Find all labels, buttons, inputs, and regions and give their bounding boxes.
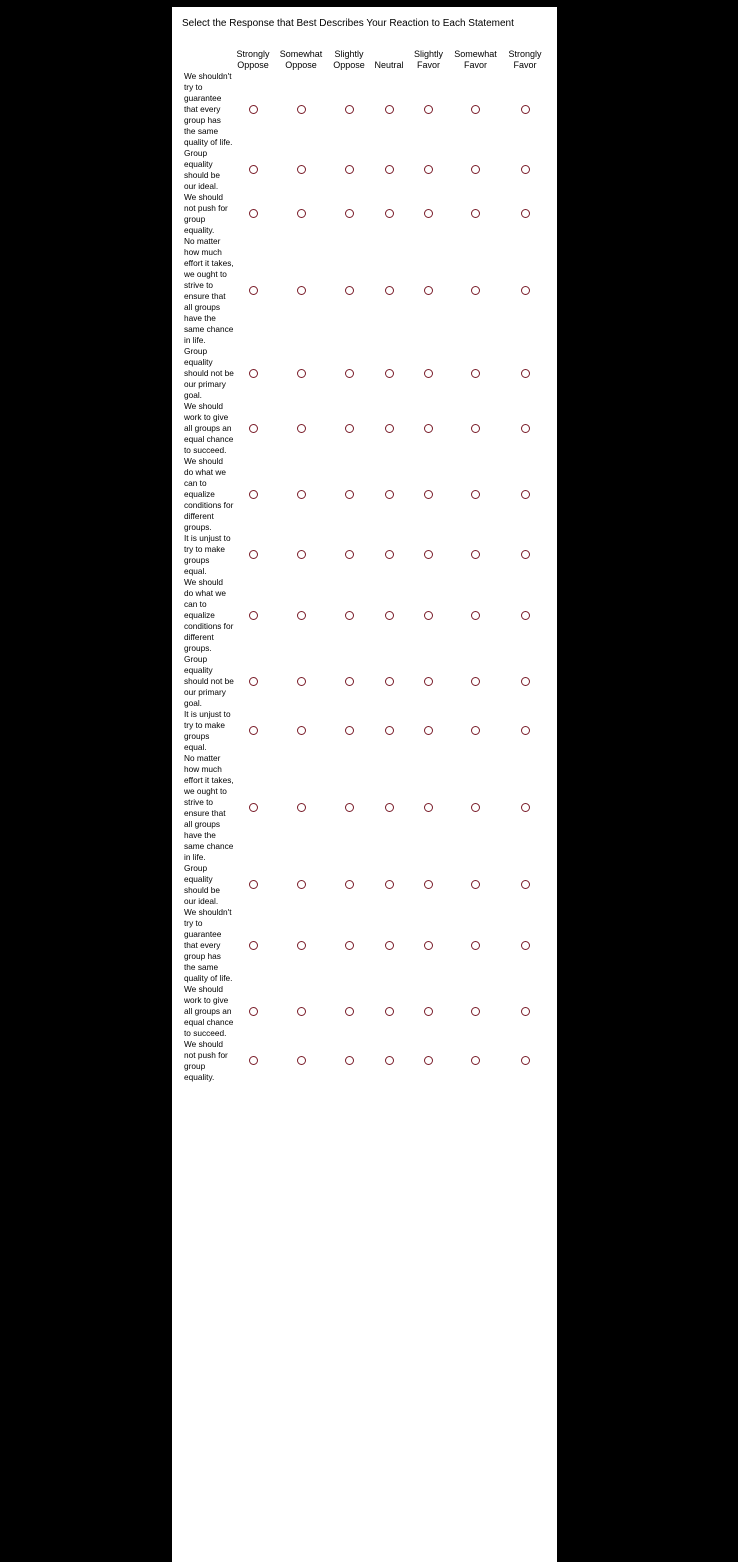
- radio-cell: [272, 192, 330, 236]
- radio-somewhat-oppose[interactable]: [297, 165, 306, 174]
- radio-slightly-favor[interactable]: [424, 165, 433, 174]
- radio-somewhat-oppose[interactable]: [297, 550, 306, 559]
- radio-somewhat-favor[interactable]: [471, 209, 480, 218]
- radio-strongly-favor[interactable]: [521, 1056, 530, 1065]
- radio-cell: [447, 346, 504, 401]
- question-title: Select the Response that Best Describes Your Reaction to Each Statement: [182, 18, 514, 29]
- radio-cell: [504, 577, 546, 654]
- radio-cell: [504, 654, 546, 709]
- survey-panel: [172, 7, 557, 1562]
- radio-somewhat-oppose[interactable]: [297, 941, 306, 950]
- radio-cell: [504, 863, 546, 907]
- radio-slightly-oppose[interactable]: [345, 209, 354, 218]
- radio-cell: [447, 148, 504, 192]
- statement-text: We shouldn't try to guarantee that every group has the same quality of life.: [184, 907, 233, 983]
- statement-row: [184, 346, 546, 401]
- radio-slightly-favor[interactable]: [424, 550, 433, 559]
- radio-cell: [234, 654, 272, 709]
- statement-text: It is unjust to try to make groups equal.: [184, 709, 231, 752]
- radio-cell: [447, 1039, 504, 1083]
- radio-cell: [504, 346, 546, 401]
- radio-strongly-favor[interactable]: [521, 105, 530, 114]
- statement-text: No matter how much effort it takes, we ought to strive to ensure that all groups have the same chance in life.: [184, 236, 234, 345]
- radio-slightly-favor[interactable]: [424, 941, 433, 950]
- radio-slightly-oppose[interactable]: [345, 941, 354, 950]
- radio-strongly-favor[interactable]: [521, 611, 530, 620]
- radio-cell: [410, 577, 447, 654]
- radio-cell: [272, 654, 330, 709]
- radio-cell: [330, 456, 368, 533]
- radio-cell: [234, 401, 272, 456]
- radio-cell: [272, 401, 330, 456]
- radio-neutral[interactable]: [385, 424, 394, 433]
- radio-cell: [504, 236, 546, 346]
- radio-somewhat-favor[interactable]: [471, 550, 480, 559]
- radio-cell: [368, 577, 410, 654]
- radio-strongly-oppose[interactable]: [249, 611, 258, 620]
- radio-cell: [368, 236, 410, 346]
- radio-cell: [410, 863, 447, 907]
- radio-cell: [234, 71, 272, 148]
- radio-slightly-favor[interactable]: [424, 880, 433, 889]
- radio-neutral[interactable]: [385, 803, 394, 812]
- radio-cell: [234, 456, 272, 533]
- radio-somewhat-oppose[interactable]: [297, 1007, 306, 1016]
- statement-row: [184, 984, 546, 1039]
- radio-neutral[interactable]: [385, 677, 394, 686]
- statement-text: Group equality should not be our primary goal.: [184, 654, 234, 708]
- statement-row: [184, 71, 546, 148]
- radio-somewhat-favor[interactable]: [471, 369, 480, 378]
- radio-strongly-oppose[interactable]: [249, 880, 258, 889]
- statement-text: We should work to give all groups an equal chance to succeed.: [184, 401, 234, 455]
- radio-slightly-oppose[interactable]: [345, 1007, 354, 1016]
- radio-cell: [272, 236, 330, 346]
- radio-strongly-favor[interactable]: [521, 165, 530, 174]
- radio-slightly-oppose[interactable]: [345, 803, 354, 812]
- radio-neutral[interactable]: [385, 550, 394, 559]
- radio-somewhat-oppose[interactable]: [297, 880, 306, 889]
- radio-cell: [410, 236, 447, 346]
- radio-cell: [410, 984, 447, 1039]
- radio-strongly-oppose[interactable]: [249, 550, 258, 559]
- radio-cell: [330, 753, 368, 863]
- radio-slightly-oppose[interactable]: [345, 880, 354, 889]
- radio-somewhat-oppose[interactable]: [297, 490, 306, 499]
- statement-header: [184, 45, 234, 71]
- statement-text: We should do what we can to equalize conditions for different groups.: [184, 456, 234, 532]
- statement-text: No matter how much effort it takes, we ought to strive to ensure that all groups have the same chance in life.: [184, 753, 234, 862]
- statement-row: [184, 456, 546, 533]
- radio-somewhat-favor[interactable]: [471, 105, 480, 114]
- radio-neutral[interactable]: [385, 369, 394, 378]
- radio-cell: [330, 236, 368, 346]
- radio-neutral[interactable]: [385, 286, 394, 295]
- radio-somewhat-oppose[interactable]: [297, 369, 306, 378]
- radio-cell: [272, 456, 330, 533]
- radio-cell: [504, 984, 546, 1039]
- radio-cell: [504, 709, 546, 753]
- radio-cell: [272, 577, 330, 654]
- radio-cell: [272, 148, 330, 192]
- radio-somewhat-favor[interactable]: [471, 424, 480, 433]
- radio-strongly-oppose[interactable]: [249, 424, 258, 433]
- radio-cell: [410, 907, 447, 984]
- likert-matrix: [184, 45, 546, 1083]
- radio-strongly-oppose[interactable]: [249, 941, 258, 950]
- radio-cell: [368, 654, 410, 709]
- radio-cell: [504, 148, 546, 192]
- radio-somewhat-favor[interactable]: [471, 165, 480, 174]
- radio-cell: [410, 709, 447, 753]
- radio-cell: [504, 192, 546, 236]
- radio-neutral[interactable]: [385, 1056, 394, 1065]
- radio-strongly-oppose[interactable]: [249, 803, 258, 812]
- radio-slightly-oppose[interactable]: [345, 165, 354, 174]
- statement-row: [184, 753, 546, 863]
- statement-row: [184, 192, 546, 236]
- radio-cell: [504, 1039, 546, 1083]
- radio-strongly-oppose[interactable]: [249, 209, 258, 218]
- statement-rows: [184, 71, 546, 1083]
- radio-slightly-favor[interactable]: [424, 105, 433, 114]
- radio-cell: [272, 984, 330, 1039]
- radio-strongly-oppose[interactable]: [249, 105, 258, 114]
- radio-neutral[interactable]: [385, 105, 394, 114]
- radio-somewhat-favor[interactable]: [471, 880, 480, 889]
- radio-cell: [272, 709, 330, 753]
- radio-strongly-favor[interactable]: [521, 726, 530, 735]
- scale-header-slightly-favor: Slightly Favor: [413, 49, 443, 70]
- radio-slightly-favor[interactable]: [424, 1056, 433, 1065]
- radio-somewhat-favor[interactable]: [471, 286, 480, 295]
- radio-somewhat-oppose[interactable]: [297, 424, 306, 433]
- radio-neutral[interactable]: [385, 941, 394, 950]
- radio-slightly-oppose[interactable]: [345, 105, 354, 114]
- radio-slightly-favor[interactable]: [424, 286, 433, 295]
- radio-cell: [234, 148, 272, 192]
- radio-cell: [447, 654, 504, 709]
- radio-cell: [330, 192, 368, 236]
- statement-row: [184, 401, 546, 456]
- radio-cell: [330, 533, 368, 577]
- radio-cell: [234, 863, 272, 907]
- statement-text: We should not push for group equality.: [184, 1039, 228, 1082]
- radio-slightly-favor[interactable]: [424, 369, 433, 378]
- radio-cell: [410, 148, 447, 192]
- radio-cell: [234, 236, 272, 346]
- radio-slightly-oppose[interactable]: [345, 369, 354, 378]
- radio-cell: [447, 577, 504, 654]
- radio-neutral[interactable]: [385, 209, 394, 218]
- radio-cell: [234, 709, 272, 753]
- radio-cell: [272, 1039, 330, 1083]
- radio-slightly-oppose[interactable]: [345, 1056, 354, 1065]
- radio-strongly-oppose[interactable]: [249, 369, 258, 378]
- scale-header-somewhat-oppose: Somewhat Oppose: [279, 49, 323, 70]
- radio-somewhat-oppose[interactable]: [297, 209, 306, 218]
- radio-strongly-oppose[interactable]: [249, 286, 258, 295]
- radio-cell: [234, 1039, 272, 1083]
- radio-slightly-favor[interactable]: [424, 611, 433, 620]
- radio-neutral[interactable]: [385, 165, 394, 174]
- radio-cell: [272, 907, 330, 984]
- radio-slightly-favor[interactable]: [424, 424, 433, 433]
- radio-cell: [410, 401, 447, 456]
- radio-cell: [234, 577, 272, 654]
- radio-cell: [447, 533, 504, 577]
- radio-cell: [234, 753, 272, 863]
- radio-slightly-favor[interactable]: [424, 1007, 433, 1016]
- radio-somewhat-favor[interactable]: [471, 611, 480, 620]
- statement-text: Group equality should be our ideal.: [184, 863, 220, 906]
- statement-text: We should not push for group equality.: [184, 192, 228, 235]
- radio-slightly-favor[interactable]: [424, 209, 433, 218]
- radio-strongly-favor[interactable]: [521, 941, 530, 950]
- radio-cell: [368, 984, 410, 1039]
- radio-cell: [330, 907, 368, 984]
- radio-slightly-oppose[interactable]: [345, 424, 354, 433]
- radio-strongly-oppose[interactable]: [249, 490, 258, 499]
- radio-cell: [447, 71, 504, 148]
- statement-row: [184, 863, 546, 907]
- radio-cell: [504, 401, 546, 456]
- radio-slightly-favor[interactable]: [424, 726, 433, 735]
- radio-somewhat-oppose[interactable]: [297, 611, 306, 620]
- radio-cell: [330, 401, 368, 456]
- statement-text: We should work to give all groups an equal chance to succeed.: [184, 984, 234, 1038]
- radio-slightly-favor[interactable]: [424, 803, 433, 812]
- radio-somewhat-favor[interactable]: [471, 803, 480, 812]
- radio-cell: [330, 863, 368, 907]
- scale-header-strongly-favor: Strongly Favor: [508, 49, 542, 70]
- radio-cell: [447, 984, 504, 1039]
- radio-cell: [368, 709, 410, 753]
- radio-cell: [272, 753, 330, 863]
- radio-strongly-oppose[interactable]: [249, 726, 258, 735]
- statement-row: [184, 709, 546, 753]
- radio-strongly-favor[interactable]: [521, 369, 530, 378]
- radio-cell: [447, 236, 504, 346]
- radio-cell: [410, 192, 447, 236]
- statement-row: [184, 148, 546, 192]
- radio-cell: [447, 456, 504, 533]
- radio-somewhat-oppose[interactable]: [297, 286, 306, 295]
- radio-cell: [447, 709, 504, 753]
- radio-cell: [410, 1039, 447, 1083]
- radio-cell: [447, 753, 504, 863]
- radio-somewhat-oppose[interactable]: [297, 677, 306, 686]
- radio-cell: [368, 533, 410, 577]
- radio-strongly-oppose[interactable]: [249, 165, 258, 174]
- radio-cell: [330, 346, 368, 401]
- radio-strongly-oppose[interactable]: [249, 1056, 258, 1065]
- radio-cell: [504, 533, 546, 577]
- radio-cell: [410, 346, 447, 401]
- radio-cell: [410, 533, 447, 577]
- radio-cell: [410, 654, 447, 709]
- radio-somewhat-oppose[interactable]: [297, 1056, 306, 1065]
- radio-cell: [234, 346, 272, 401]
- scale-header-neutral: Neutral: [374, 60, 404, 70]
- radio-cell: [447, 192, 504, 236]
- radio-cell: [330, 71, 368, 148]
- radio-slightly-oppose[interactable]: [345, 550, 354, 559]
- statement-text: We shouldn't try to guarantee that every group has the same quality of life.: [184, 71, 233, 147]
- radio-somewhat-favor[interactable]: [471, 1007, 480, 1016]
- radio-cell: [368, 71, 410, 148]
- radio-cell: [272, 863, 330, 907]
- radio-strongly-favor[interactable]: [521, 209, 530, 218]
- radio-cell: [368, 863, 410, 907]
- statement-row: [184, 533, 546, 577]
- radio-cell: [234, 907, 272, 984]
- radio-cell: [504, 907, 546, 984]
- scale-header-row: [184, 45, 546, 71]
- radio-slightly-oppose[interactable]: [345, 611, 354, 620]
- radio-strongly-favor[interactable]: [521, 550, 530, 559]
- radio-cell: [234, 192, 272, 236]
- radio-strongly-favor[interactable]: [521, 490, 530, 499]
- radio-strongly-oppose[interactable]: [249, 677, 258, 686]
- statement-text: Group equality should not be our primary goal.: [184, 346, 234, 400]
- radio-neutral[interactable]: [385, 490, 394, 499]
- radio-cell: [368, 1039, 410, 1083]
- radio-somewhat-favor[interactable]: [471, 677, 480, 686]
- radio-neutral[interactable]: [385, 1007, 394, 1016]
- radio-slightly-oppose[interactable]: [345, 677, 354, 686]
- scale-header-strongly-oppose: Strongly Oppose: [236, 49, 270, 70]
- radio-cell: [330, 709, 368, 753]
- radio-cell: [330, 984, 368, 1039]
- radio-cell: [447, 401, 504, 456]
- statement-row: [184, 907, 546, 984]
- radio-cell: [272, 346, 330, 401]
- radio-cell: [504, 753, 546, 863]
- scale-header-slightly-oppose: Slightly Oppose: [333, 49, 365, 70]
- radio-cell: [368, 401, 410, 456]
- radio-strongly-favor[interactable]: [521, 286, 530, 295]
- radio-cell: [447, 907, 504, 984]
- statement-row: [184, 654, 546, 709]
- statement-row: [184, 1039, 546, 1083]
- radio-strongly-favor[interactable]: [521, 424, 530, 433]
- radio-cell: [368, 456, 410, 533]
- radio-cell: [368, 753, 410, 863]
- radio-slightly-favor[interactable]: [424, 677, 433, 686]
- radio-slightly-oppose[interactable]: [345, 726, 354, 735]
- radio-cell: [272, 71, 330, 148]
- radio-cell: [410, 71, 447, 148]
- radio-somewhat-oppose[interactable]: [297, 803, 306, 812]
- radio-cell: [330, 148, 368, 192]
- radio-cell: [330, 654, 368, 709]
- statement-text: It is unjust to try to make groups equal.: [184, 533, 231, 576]
- statement-text: We should do what we can to equalize conditions for different groups.: [184, 577, 234, 653]
- radio-cell: [504, 71, 546, 148]
- radio-somewhat-favor[interactable]: [471, 1056, 480, 1065]
- statement-row: [184, 577, 546, 654]
- radio-strongly-favor[interactable]: [521, 880, 530, 889]
- radio-strongly-favor[interactable]: [521, 677, 530, 686]
- radio-neutral[interactable]: [385, 611, 394, 620]
- radio-cell: [368, 192, 410, 236]
- radio-cell: [368, 148, 410, 192]
- radio-somewhat-favor[interactable]: [471, 941, 480, 950]
- radio-somewhat-oppose[interactable]: [297, 105, 306, 114]
- radio-neutral[interactable]: [385, 880, 394, 889]
- radio-neutral[interactable]: [385, 726, 394, 735]
- scale-header-somewhat-favor: Somewhat Favor: [454, 49, 497, 70]
- radio-cell: [330, 577, 368, 654]
- radio-cell: [330, 1039, 368, 1083]
- radio-slightly-favor[interactable]: [424, 490, 433, 499]
- radio-strongly-oppose[interactable]: [249, 1007, 258, 1016]
- radio-cell: [368, 907, 410, 984]
- radio-strongly-favor[interactable]: [521, 1007, 530, 1016]
- radio-somewhat-favor[interactable]: [471, 726, 480, 735]
- statement-row: [184, 236, 546, 346]
- radio-somewhat-favor[interactable]: [471, 490, 480, 499]
- radio-cell: [234, 533, 272, 577]
- radio-cell: [504, 456, 546, 533]
- radio-cell: [234, 984, 272, 1039]
- radio-somewhat-oppose[interactable]: [297, 726, 306, 735]
- radio-cell: [447, 863, 504, 907]
- radio-strongly-favor[interactable]: [521, 803, 530, 812]
- statement-text: Group equality should be our ideal.: [184, 148, 220, 191]
- radio-cell: [368, 346, 410, 401]
- radio-slightly-oppose[interactable]: [345, 490, 354, 499]
- radio-cell: [410, 456, 447, 533]
- radio-cell: [410, 753, 447, 863]
- radio-slightly-oppose[interactable]: [345, 286, 354, 295]
- radio-cell: [272, 533, 330, 577]
